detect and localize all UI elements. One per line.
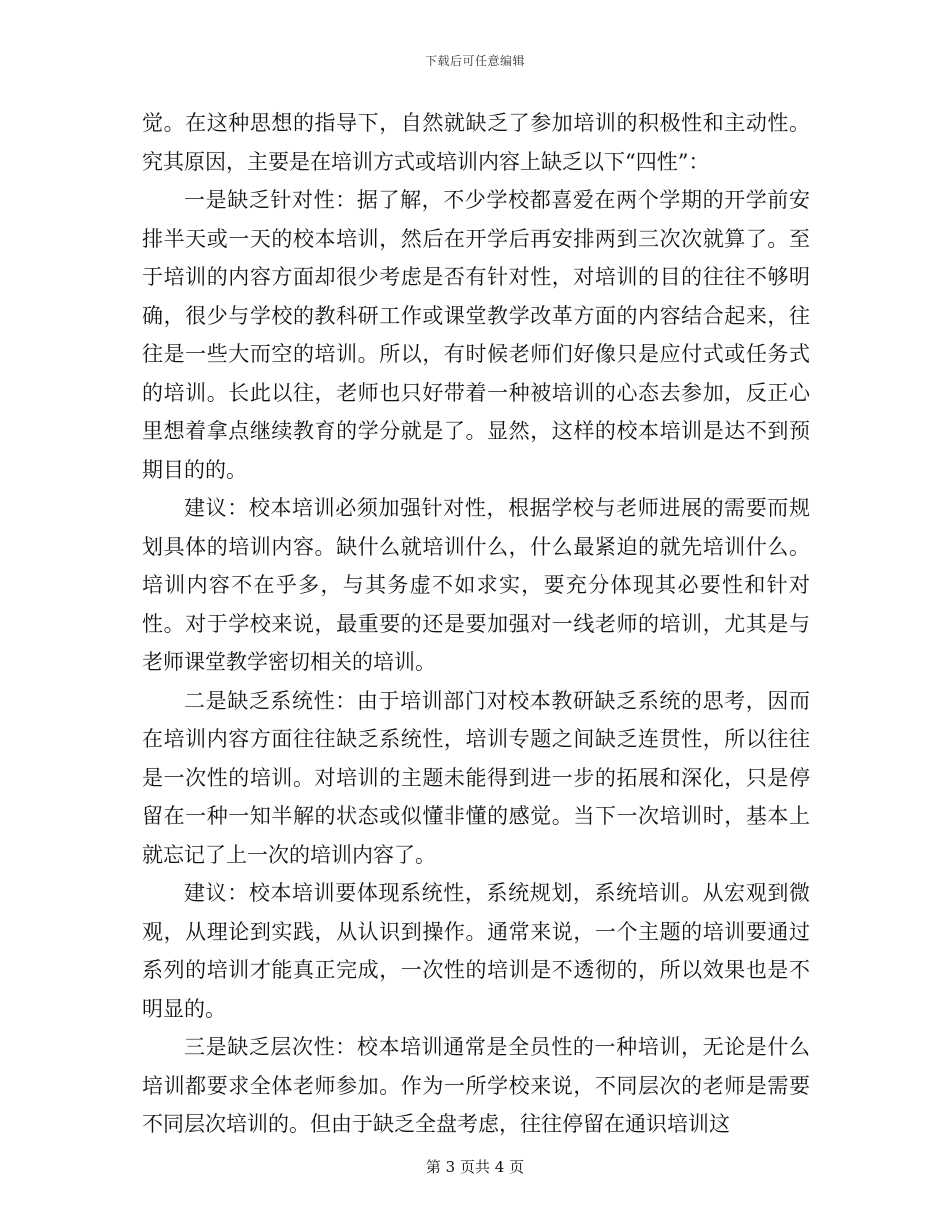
paragraph-lack-of-pertinence: 一是缺乏针对性：据了解，不少学校都喜爱在两个学期的开学前安排半天或一天的校本培训，然后在开学后再安排两到三次次就算了。至于培训的内容方面却很少考虑是否有针对性，对培训的目的往往不够明确，很少与学校的教科研工作或课堂教学改革方面的内容结合起来，往往是一些大而空的培训。所以，有时候老师们好像只是应付式或任务式的培训。长此以往，老师也只好带着一种被培训的心态去参加，反正心里想着拿点继续教育的学分就是了。显然，这样的校本培训是达不到预期目的的。 [142, 188, 810, 482]
paragraph-continuation: 觉。在这种思想的指导下，自然就缺乏了参加培训的积极性和主动性。究其原因，主要是在培训方式或培训内容上缺乏以下“四性”： [142, 111, 810, 174]
paragraph-suggestion-system: 建议：校本培训要体现系统性，系统规划，系统培训。从宏观到微观，从理论到实践，从认识到操作。通常来说，一个主题的培训要通过系列的培训才能真正完成，一次性的培训是不透彻的，所以效果也是不明显的。 [142, 881, 810, 1021]
page-header-note: 下载后可任意编辑 [424, 54, 525, 68]
paragraph-suggestion-pertinence: 建议：校本培训必须加强针对性，根据学校与老师进展的需要而规划具体的培训内容。缺什么就培训什么，什么最紧迫的就先培训什么。培训内容不在乎多，与其务虚不如求实，要充分体现其必要性和针对性。对于学校来说，最重要的还是要加强对一线老师的培训，尤其是与老师课堂教学密切相关的培训。 [142, 496, 810, 674]
paragraph-lack-of-system: 二是缺乏系统性：由于培训部门对校本教研缺乏系统的思考，因而在培训内容方面往往缺乏系统性，培训专题之间缺乏连贯性，所以往往是一次性的培训。对培训的主题未能得到进一步的拓展和深化，只是停留在一种一知半解的状态或似懂非懂的感觉。当下一次培训时，基本上就忘记了上一次的培训内容了。 [142, 688, 810, 867]
document-body [142, 104, 810, 1144]
paragraph-lack-of-hierarchy: 三是缺乏层次性：校本培训通常是全员性的一种培训，无论是什么培训都要求全体老师参加。作为一所学校来说，不同层次的老师是需要不同层次培训的。但由于缺乏全盘考虑，往往停留在通识培训这 [142, 1035, 810, 1136]
page-number-footer: 第 3 页共 4 页 [425, 1158, 525, 1176]
